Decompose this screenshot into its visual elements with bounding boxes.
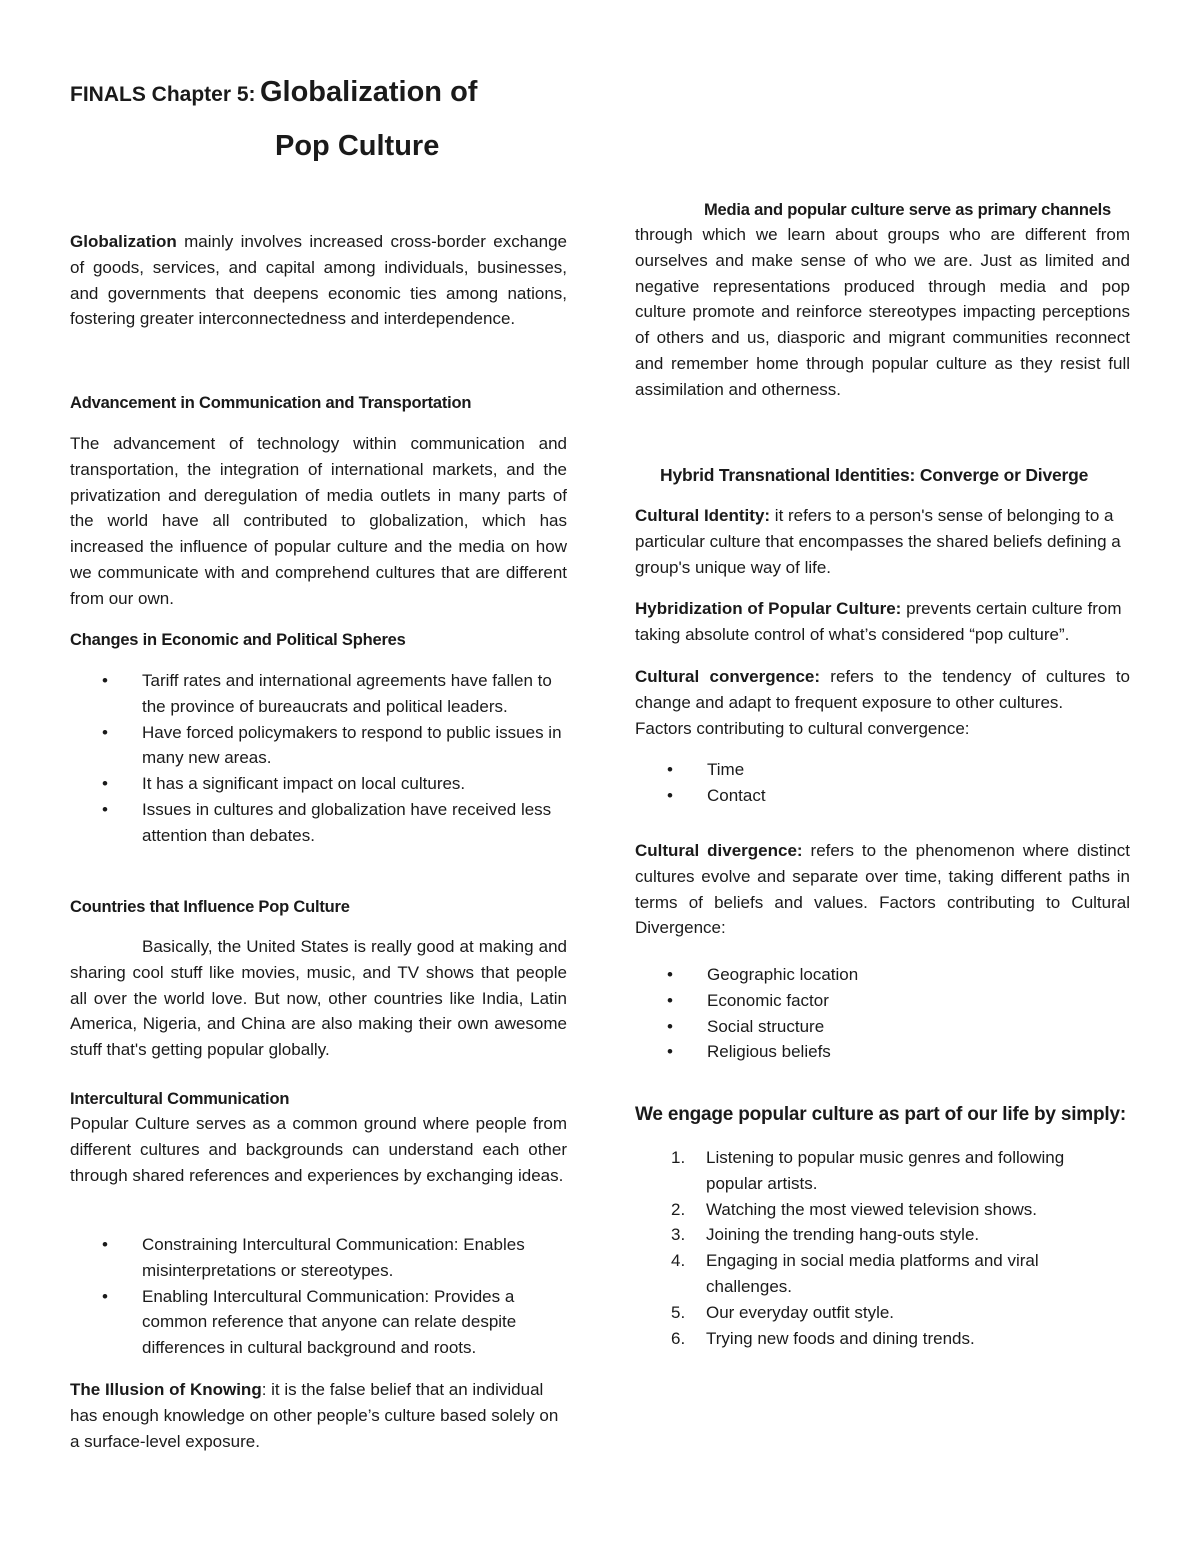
- hybridization-term: Hybridization of Popular Culture:: [635, 599, 902, 618]
- convergence-list: [635, 757, 1130, 809]
- divergence-text: refers to the phenomenon where distinct cultures evolve and separate over time, taking different paths in terms of beliefs and values. Factors contributing to Cultural Divergence:: [635, 841, 1130, 938]
- globalization-paragraph: [70, 229, 567, 332]
- list-item: [70, 720, 567, 772]
- list-item: [70, 771, 567, 797]
- list-item: [635, 1197, 1115, 1223]
- media-lead: Media and popular culture serve as primary channels: [704, 201, 1112, 219]
- list-item: [635, 783, 1130, 809]
- list-number: 6.: [671, 1328, 686, 1348]
- advancement-heading: Advancement in Communication and Transportation: [70, 394, 472, 412]
- list-item: [635, 1145, 1115, 1197]
- intercultural-text: Popular Culture serves as a common ground where people from different cultures and backgrounds can understand each other through shared references and experiences by exchanging ideas.: [70, 1114, 567, 1185]
- list-item-text: Our everyday outfit style.: [706, 1302, 895, 1322]
- globalization-text: mainly involves increased cross-border exchange of goods, services, and capital among individuals, businesses, and governments that deepens economic ties among nations, fostering greater interconnectedness and interdependence.: [70, 232, 567, 329]
- list-item: [635, 988, 1130, 1014]
- convergence-paragraph: [635, 664, 1130, 741]
- list-item: [70, 1284, 567, 1361]
- bullet-icon: •: [667, 965, 673, 984]
- engage-heading: We engage popular culture as part of our life by simply:: [635, 1104, 1126, 1125]
- divergence-term: Cultural divergence:: [635, 841, 803, 860]
- bullet-icon: •: [667, 785, 673, 805]
- list-item-text: Listening to popular music genres and following popular artists.: [706, 1148, 1065, 1193]
- list-item-text: Time: [707, 760, 745, 779]
- hybridization-text: prevents certain culture from taking absolute control of what’s considered “pop culture”.: [635, 599, 1122, 644]
- list-item: [635, 1014, 1130, 1040]
- list-item-text: Constraining Intercultural Communication: Enables misinterpretations or stereotypes.: [142, 1235, 525, 1280]
- page-title: [70, 76, 477, 109]
- divergence-list: [635, 962, 1130, 1065]
- list-item: [635, 1039, 1130, 1065]
- changes-heading: Changes in Economic and Political Spheres: [70, 631, 406, 649]
- intercultural-heading: Intercultural Communication: [70, 1090, 290, 1108]
- list-item-text: Economic factor: [707, 990, 829, 1010]
- list-item-text: Enabling Intercultural Communication: Provides a common reference that anyone can relate despite differences in cultural background and roots.: [142, 1286, 517, 1358]
- list-item: [635, 962, 1130, 988]
- bullet-icon: •: [667, 1016, 673, 1036]
- list-item: [635, 1300, 1115, 1326]
- list-item-text: Watching the most viewed television shows.: [706, 1199, 1038, 1219]
- globalization-term: Globalization: [70, 232, 177, 251]
- list-number: 1.: [671, 1148, 686, 1167]
- countries-heading: Countries that Influence Pop Culture: [70, 898, 350, 916]
- bullet-icon: •: [102, 1286, 108, 1306]
- advancement-text: The advancement of technology within communication and transportation, the integration of international markets, and the privatization and deregulation of media outlets in many parts of the world have all contributed to globalization, which has increased the influence of popular culture and the media on how we communicate with and comprehend cultures that are different from our own.: [70, 434, 567, 608]
- list-item: [635, 1326, 1115, 1352]
- list-item: [70, 797, 567, 849]
- list-item: [635, 1222, 1115, 1248]
- list-number: 3.: [671, 1225, 686, 1245]
- bullet-icon: •: [102, 722, 108, 742]
- hybridization-paragraph: [635, 596, 1130, 648]
- illusion-term: The Illusion of Knowing: [70, 1380, 262, 1399]
- media-text: through which we learn about groups who are different from ourselves and make sense of who we are. Just as limited and negative representations produced through media and pop culture promote and reinforce stereotypes impacting perceptions of others and us, diasporic and migrant communities reconnect and remember home through popular culture as they resist full assimilation and otherness.: [635, 225, 1130, 399]
- list-item: [635, 757, 1130, 783]
- media-paragraph: [635, 222, 1130, 403]
- list-item: [635, 1248, 1115, 1300]
- list-item-text: Religious beliefs: [707, 1042, 831, 1062]
- convergence-term: Cultural convergence:: [635, 667, 821, 686]
- illusion-text: : it is the false belief that an individual has enough knowledge on other people’s culture based solely on a surface-level exposure.: [70, 1380, 559, 1451]
- title-prefix: FINALS Chapter 5:: [70, 83, 256, 106]
- list-item-text: Tariff rates and international agreements have fallen to the province of bureaucrats and political leaders.: [142, 671, 552, 716]
- intercultural-list: [70, 1232, 567, 1361]
- hybrid-heading: Hybrid Transnational Identities: Converge or Diverge: [660, 465, 1089, 485]
- engage-list: [635, 1145, 1115, 1351]
- convergence-factors: Factors contributing to cultural convergence:: [635, 718, 970, 738]
- countries-paragraph: [70, 934, 567, 1063]
- list-number: 2.: [671, 1199, 686, 1219]
- intercultural-paragraph: [70, 1111, 567, 1188]
- list-item: [70, 668, 567, 720]
- list-item-text: Trying new foods and dining trends.: [706, 1328, 975, 1348]
- list-number: 5.: [671, 1302, 686, 1322]
- list-item-text: Joining the trending hang-outs style.: [706, 1225, 980, 1245]
- title-main: Globalization of: [259, 76, 478, 108]
- bullet-icon: •: [667, 990, 673, 1010]
- bullet-icon: •: [667, 1042, 673, 1062]
- list-item: [70, 1232, 567, 1284]
- list-item-text: Engaging in social media platforms and viral challenges.: [706, 1251, 1039, 1296]
- advancement-paragraph: [70, 431, 567, 612]
- list-number: 4.: [671, 1251, 686, 1271]
- divergence-paragraph: [635, 838, 1130, 941]
- changes-list: [70, 668, 567, 849]
- list-item-text: Geographic location: [707, 965, 859, 984]
- bullet-icon: •: [102, 774, 108, 794]
- identity-term: Cultural Identity:: [635, 506, 771, 525]
- bullet-icon: •: [102, 671, 108, 690]
- identity-text: it refers to a person's sense of belonging to a particular culture that encompasses the shared beliefs defining a group's unique way of life.: [635, 506, 1121, 577]
- identity-paragraph: [635, 503, 1130, 580]
- countries-text: Basically, the United States is really good at making and sharing cool stuff like movies, music, and TV shows that people all over the world love. But now, other countries like India, Latin America, Nigeria, and China are also making their own awesome stuff that's getting popular globally.: [70, 937, 567, 1060]
- page-title-line2: Pop Culture: [275, 130, 440, 162]
- bullet-icon: •: [102, 799, 108, 819]
- list-item-text: Social structure: [707, 1016, 825, 1036]
- list-item-text: Issues in cultures and globalization have received less attention than debates.: [142, 799, 552, 845]
- bullet-icon: •: [667, 760, 673, 779]
- bullet-icon: •: [102, 1235, 108, 1254]
- illusion-paragraph: [70, 1377, 567, 1454]
- convergence-text: refers to the tendency of cultures to change and adapt to frequent exposure to other cultures.: [635, 667, 1130, 712]
- list-item-text: Have forced policymakers to respond to public issues in many new areas.: [142, 722, 562, 768]
- list-item-text: It has a significant impact on local cultures.: [142, 774, 466, 794]
- list-item-text: Contact: [707, 785, 766, 805]
